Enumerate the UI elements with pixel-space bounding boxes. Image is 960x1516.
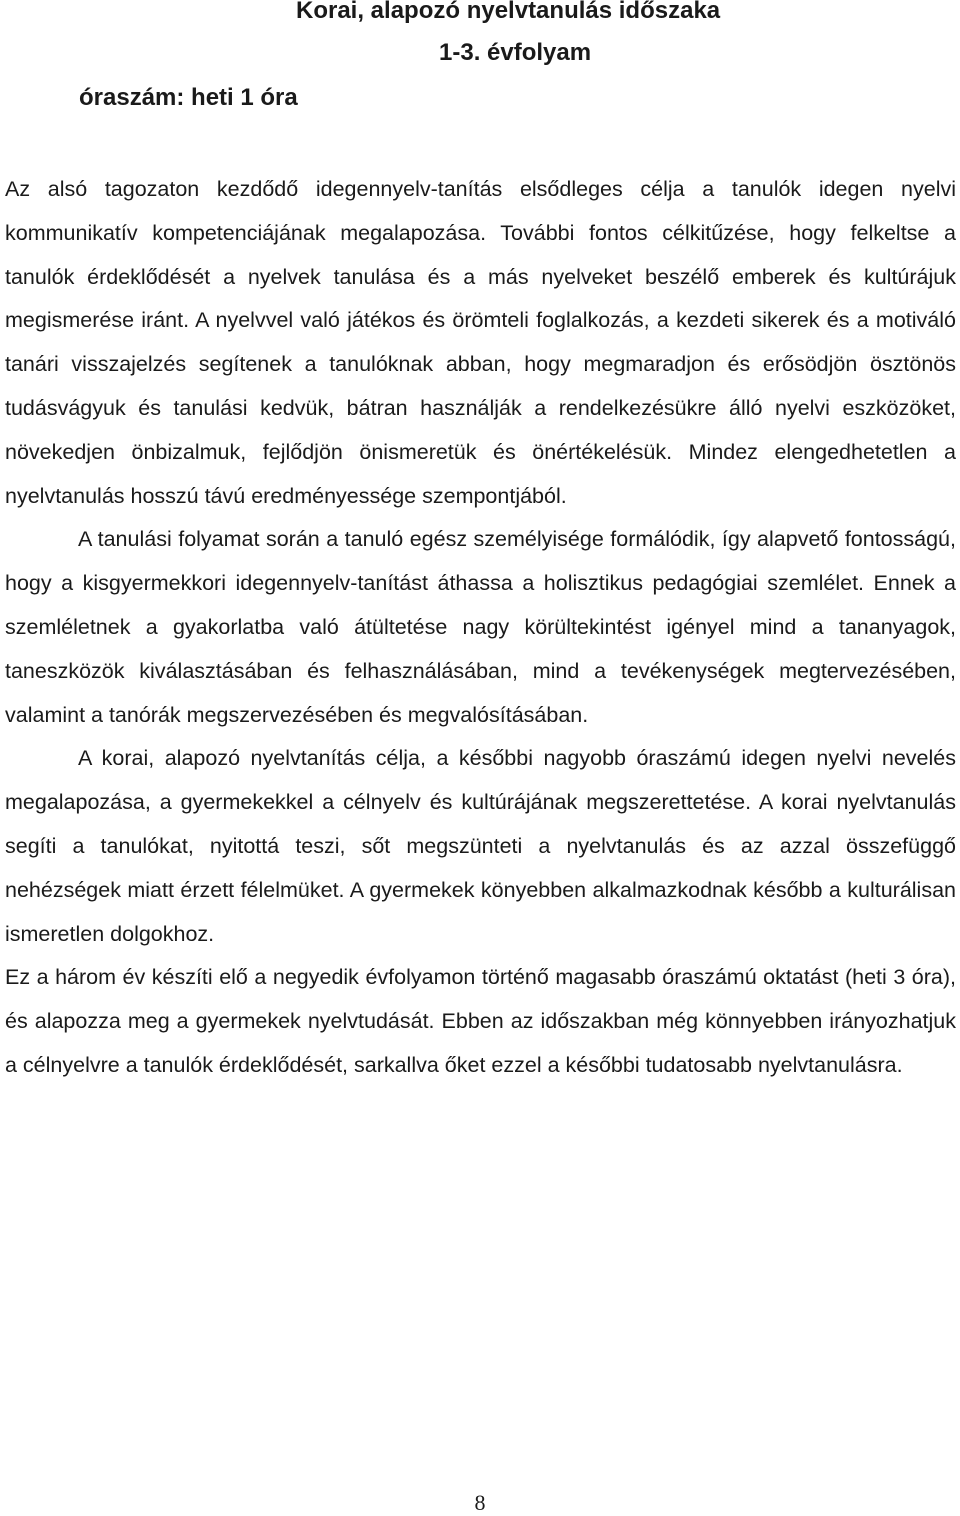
paragraph-early-learning: A korai, alapozó nyelvtanítás célja, a későbbi nagyobb óraszámú idegen nyelvi nevelés megalapozása, a gyermekekkel a célnyelv és kultúrájának megszerettetése. A korai nyelvtanulás segíti a tanulókat, nyitottá teszi, sőt megszünteti a nyelvtanulás és az azzal összefüggő nehézségek miatt érzett félelmüket. A gyermekek könyebben alkalmazkodnak később a kulturálisan ismeretlen dolgokhoz. xyxy=(5,746,956,946)
grade-label: 1-3. évfolyam xyxy=(439,39,592,66)
paragraph-intro: Az alsó tagozaton kezdődő idegennyelv-tanítás elsődleges célja a tanulók idegen nyelvi kommunikatív kompetenciájának megalapozása. További fontos célkitűzése, hogy felkeltse a tanulók érdeklődését a nyelvek tanulása és a más nyelveket beszélő emberek és kultúrájuk megismerése iránt. A nyelvvel való játékos és örömteli foglalkozás, a kezdeti sikerek és a motiváló tanári visszajelzés segítenek a tanulóknak abban, hogy megmaradjon és erősödjön ösztönös tudásvágyuk és tanulási kedvük, bátran használják a rendelkezésükre álló nyelvi eszközöket, növekedjen önbizalmuk, fejlődjön önismeretük és önértékelésük. Mindez elengedhetetlen a nyelvtanulás hosszú távú eredményessége szempontjából. xyxy=(5,177,956,508)
paragraph-three-years: Ez a három év készíti elő a negyedik évfolyamon történő magasabb óraszámú oktatást (heti 3 óra), és alapozza meg a gyermekek nyelvtudását. Ebben az időszakban még könnyebben irányozhatjuk a célnyelvre a tanulók érdeklődését, sarkallva őket ezzel a későbbi tudatosabb nyelvtanulásra. xyxy=(5,965,956,1077)
paragraph-holistic: A tanulási folyamat során a tanuló egész személyisége formálódik, így alapvető fontosságú, hogy a kisgyermekkori idegennyelv-tanítást áthassa a holisztikus pedagógiai szemlélet. Ennek a szemléletnek a gyakorlatba való átültetése nagy körültekintést igényel mind a tananyagok, taneszközök kiválasztásában és felhasználásában, mind a tevékenységek megtervezésében, valamint a tanórák megszervezésében és megvalósításában. xyxy=(5,527,956,727)
section-title: Korai, alapozó nyelvtanulás időszaka xyxy=(296,0,721,24)
page-number: 8 xyxy=(474,1490,486,1515)
body-text xyxy=(5,168,956,1088)
hours-label: óraszám: heti 1 óra xyxy=(79,84,298,111)
